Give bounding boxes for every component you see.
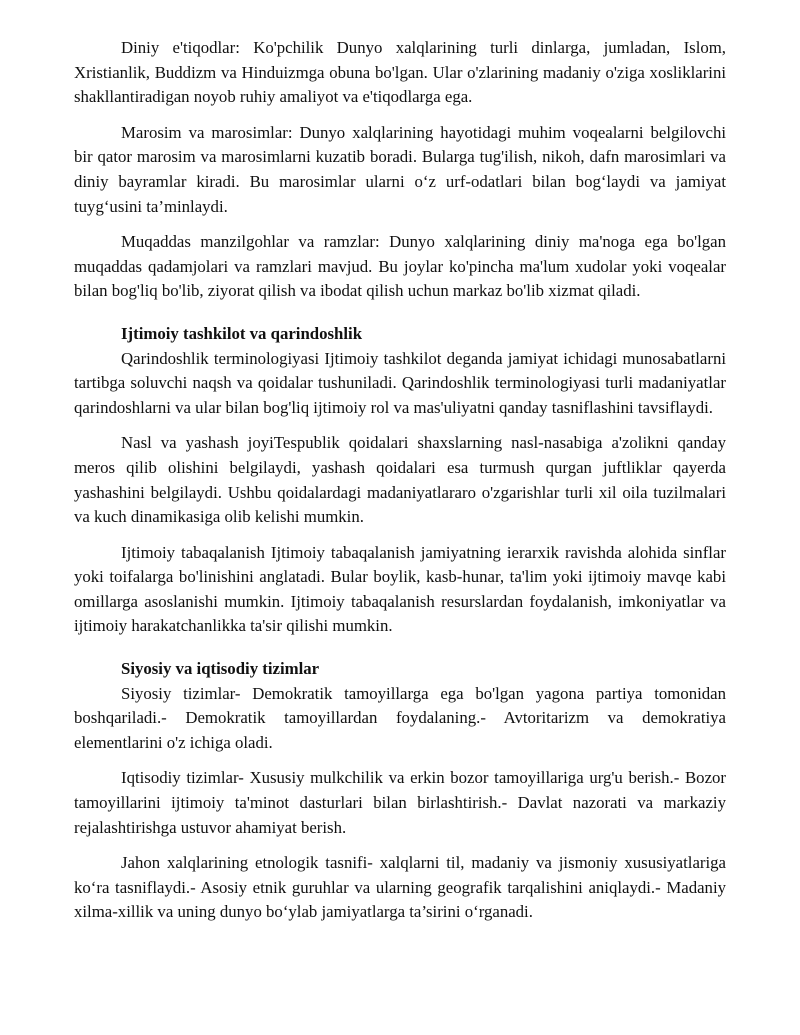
paragraph-political-systems: Siyosiy tizimlar- Demokratik tamoyillarga ega bo'lgan yagona partiya tomonidan boshqariladi.- Demokratik tamoyillardan foydalaning.- Avtoritarizm va demokratiya elementlarini o'z ichiga oladi.	[74, 683, 726, 752]
paragraph-rituals: Marosim va marosimlar: Dunyo xalqlarining hayotidagi muhim voqealarni belgilovchi bir qator marosim va marosimlarni kuzatib boradi. Bularga tug'ilish, nikoh, dafn marosimlari va diniy bayramlar kiradi. Bu marosimlar ularni o‘z urf-odatlari bilan bog‘laydi va jamiyat tuyg‘usini ta’minlaydi.	[74, 122, 726, 216]
paragraph-sacred-places: Muqaddas manzilgohlar va ramzlar: Dunyo xalqlarining diniy ma'noga ega bo'lgan muqaddas qadamjolari va ramzlari mavjud. Bu joylar ko'pincha ma'lum xudolar yoki voqealar bilan bog'liq bo'lib, ziyorat qilish va ibodat qilish uchun markaz bo'lib xizmat qiladi.	[74, 232, 726, 301]
paragraph-social-stratification: Ijtimoiy tabaqalanish Ijtimoiy tabaqalanish jamiyatning ierarxik ravishda alohida sinflar yoki toifalarga bo'linishini anglatadi. Bular boylik, kasb-hunar, ta'lim yoki ijtimoiy mavqe kabi omillarga asoslanishi mumkin. Ijtimoiy tabaqalanish resurslardan foydalanish, imkoniyatlar va ijtimoiy harakatchanlikka ta'sir qilishi mumkin.	[74, 542, 726, 636]
paragraph-economic-systems: Iqtisodiy tizimlar- Xususiy mulkchilik va erkin bozor tamoyillariga urg'u berish.- Bozor tamoyillarini ijtimoiy ta'minot dasturlari bilan birlashtirish.- Davlat nazorati va markaziy rejalashtirishga ustuvor ahamiyat berish.	[74, 768, 726, 837]
paragraph-ethnological-classification: Jahon xalqlarining etnologik tasnifi- xalqlarni til, madaniy va jismoniy xususiyatlariga ko‘ra tasniflaydi.- Asosiy etnik guruhlar va ularning geografik tarqalishini aniqlaydi.- Madaniy xilma-xillik va uning dunyo bo‘ylab jamiyatlarga ta’sirini o‘rganadi.	[74, 853, 726, 922]
section-heading-political-economic: Siyosiy va iqtisodiy tizimlar	[121, 659, 320, 679]
paragraph-descent-residence: Nasl va yashash joyiTespublik qoidalari shaxslarning nasl-nasabiga a'zolikni qanday meros qilib olishini belgilaydi, yashash qoidalari esa turmush qurgan juftliklar qayerda yashashini belgilaydi. Ushbu qoidalardagi madaniyatlararo o'zgarishlar turli xil oila tuzilmalari va kuch dinamikasiga olib kelishi mumkin.	[74, 433, 726, 527]
paragraph-religious-beliefs: Diniy e'tiqodlar: Ko'pchilik Dunyo xalqlarining turli dinlarga, jumladan, Islom, Xristianlik, Buddizm va Hinduizmga obuna bo'lgan. Ular o'zlarining madaniy o'ziga xosliklarini shakllantiradigan noyob ruhiy amaliyot va e'tiqodlarga ega.	[74, 38, 726, 107]
paragraph-kinship-terminology: Qarindoshlik terminologiyasi Ijtimoiy tashkilot deganda jamiyat ichidagi munosabatlarni tartibga soluvchi naqsh va qoidalar tushuniladi. Qarindoshlik terminologiyasi turli madaniyatlar qarindoshlarni va ular bilan bog'liq ijtimoiy rol va mas'uliyatni qanday tasniflashini tavsiflaydi.	[74, 348, 726, 417]
section-heading-social-organization: Ijtimoiy tashkilot va qarindoshlik	[121, 323, 363, 343]
